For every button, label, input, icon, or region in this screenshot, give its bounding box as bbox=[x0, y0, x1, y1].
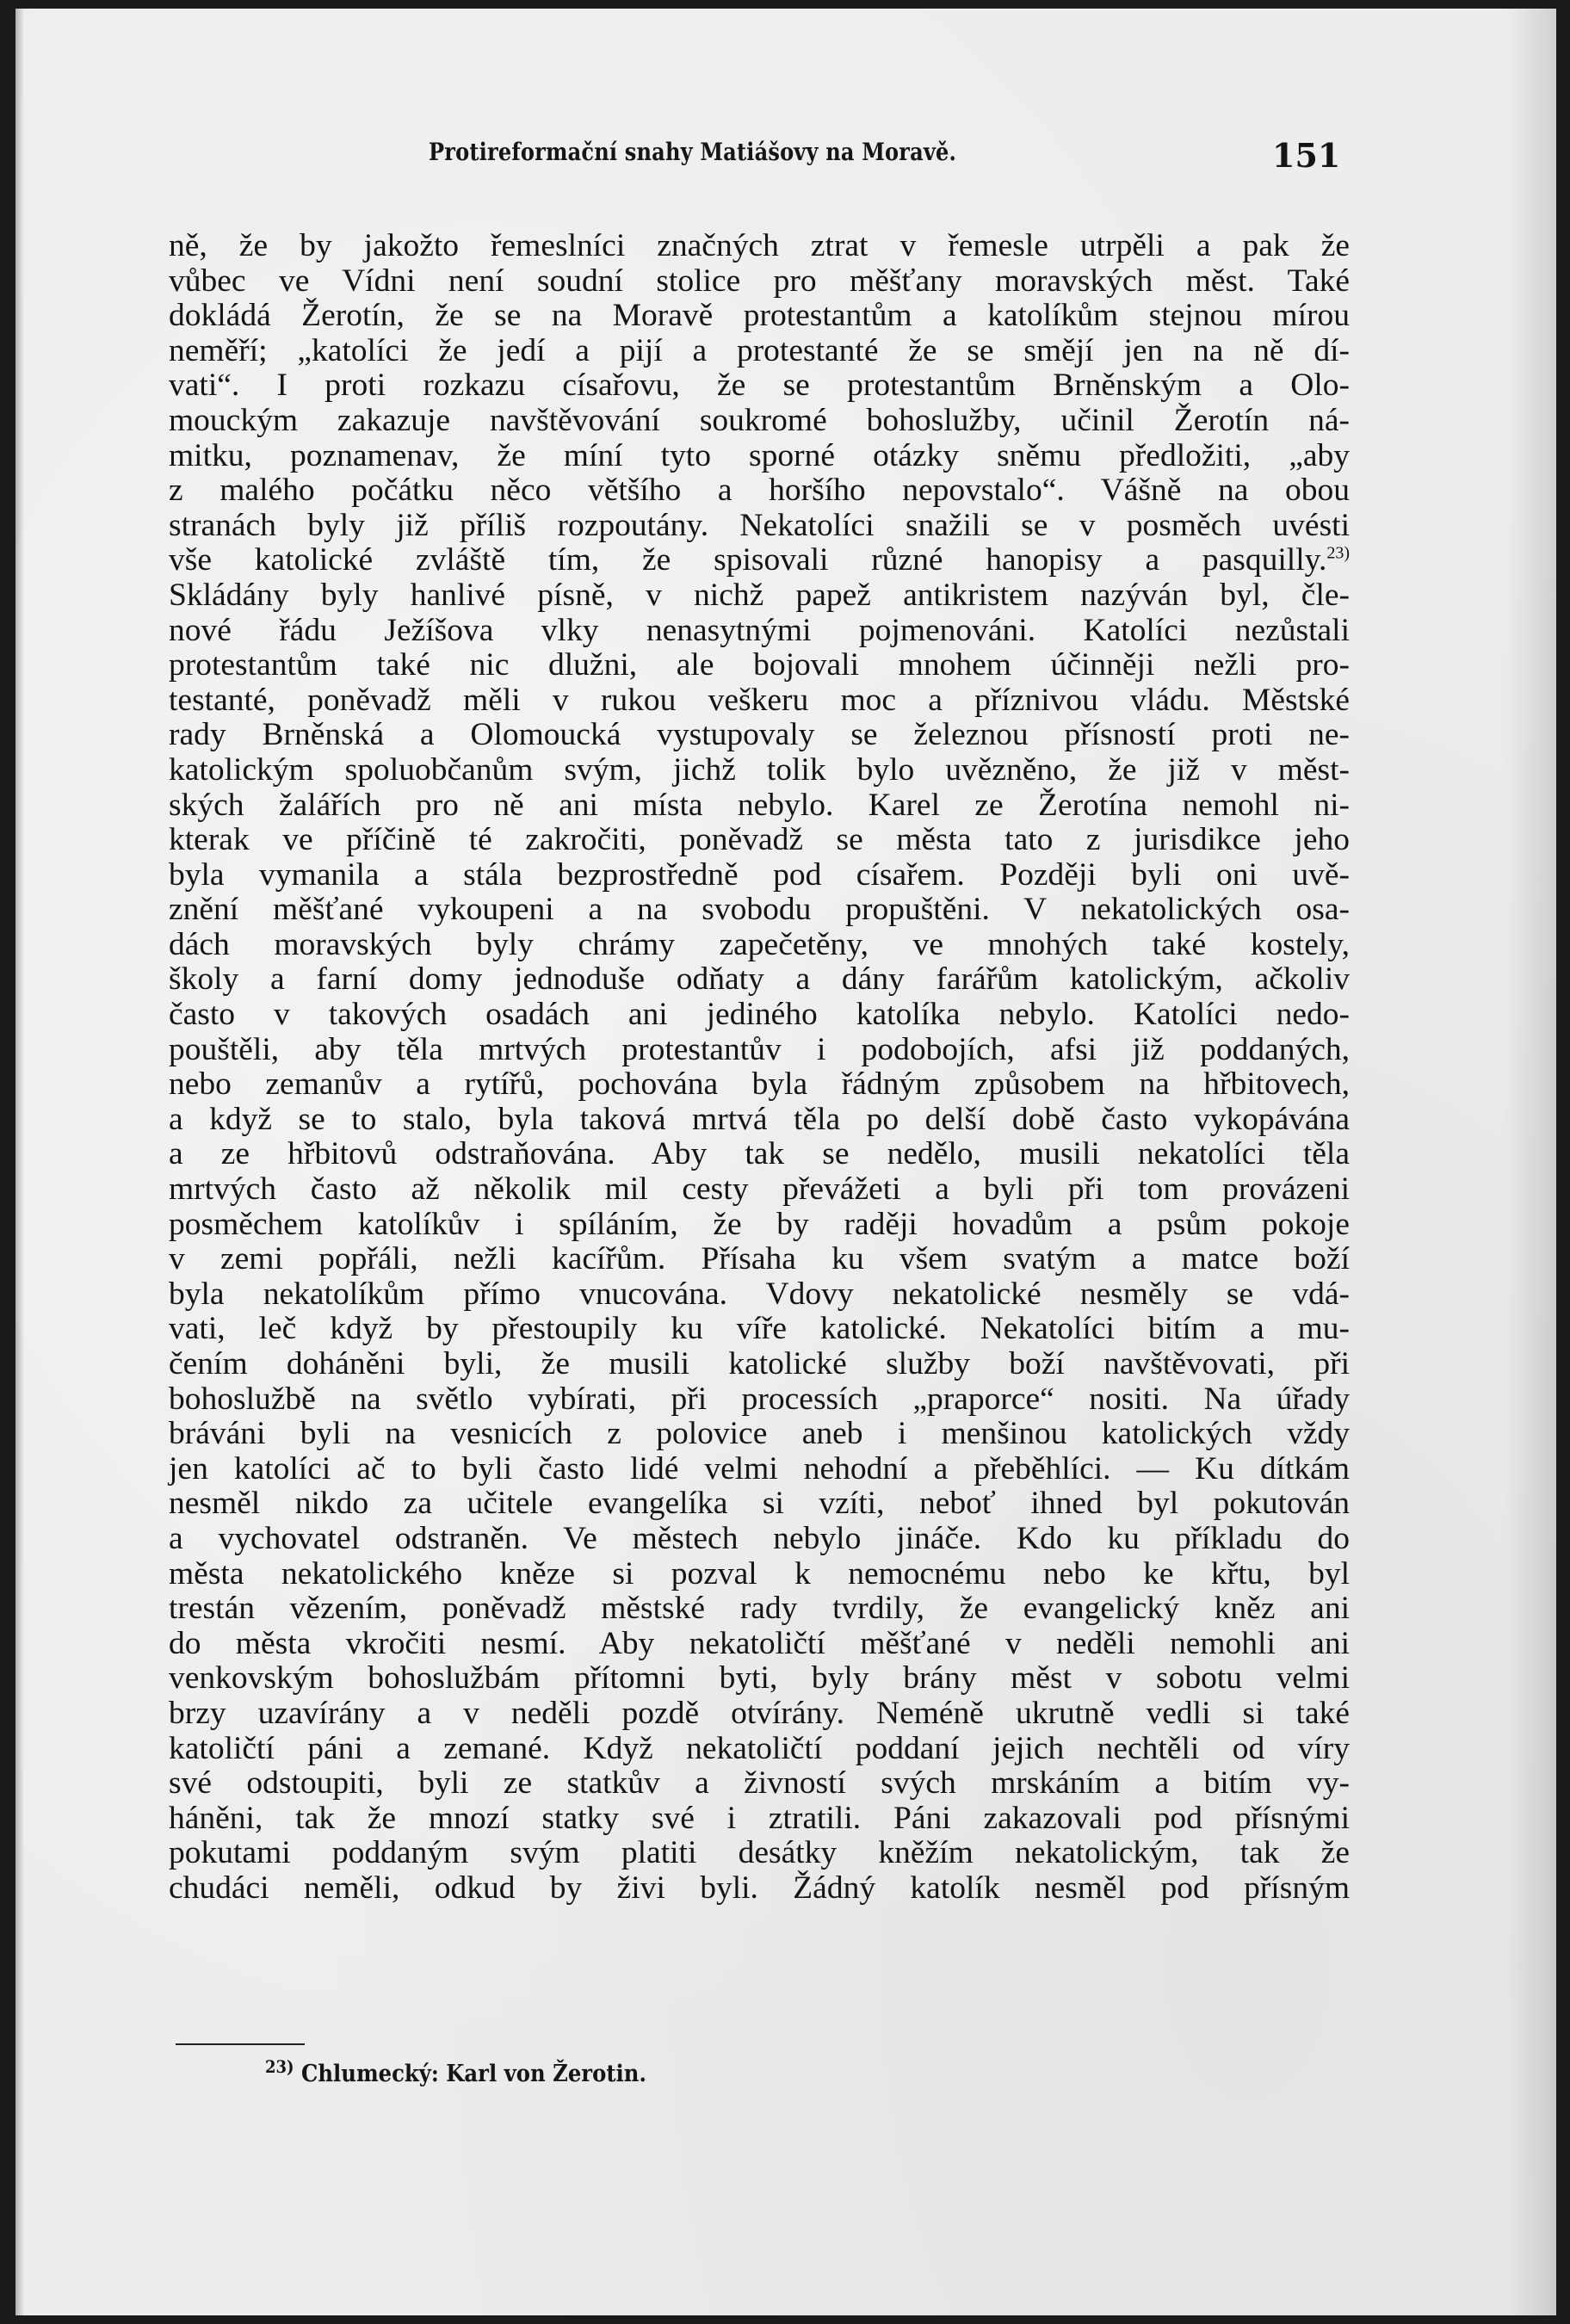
text-line-22: školy a farní domy jednoduše odňaty a dány farářům katolickým, ačkoliv bbox=[169, 961, 1350, 998]
text-line-12: nové řádu Ježíšova vlky nenasytnými pojmenováni. Katolíci nezůstali bbox=[169, 612, 1350, 648]
text-line-23: často v takových osadách ani jediného katolíka nebylo. Katolíci nedo- bbox=[169, 997, 1350, 1033]
text-line-27: a ze hřbitovů odstraňována. Aby tak se nedělo, musili nekatolíci těla bbox=[169, 1136, 1350, 1172]
text-line-11: Skládány byly hanlivé písně, v nichž papež antikristem nazýván byl, čle- bbox=[169, 577, 1350, 613]
text-line-39: města nekatolického kněze si pozval k nemocnému nebo ke křtu, byl bbox=[169, 1555, 1350, 1592]
text-line-31: byla nekatolíkům přímo vnucována. Vdovy nekatolické nesměly se vdá- bbox=[169, 1276, 1350, 1312]
text-line-18: kterak ve příčině té zakročiti, poněvadž se města tato z jurisdikce jeho bbox=[169, 822, 1350, 858]
text-line-48: chudáci neměli, odkud by živi byli. Žádný katolík nesměl pod přísným bbox=[169, 1870, 1350, 1906]
text-line-25: nebo zemanův a rytířů, pochována byla řádným způsobem na hřbitovech, bbox=[169, 1066, 1350, 1103]
text-line-36: jen katolíci ač to byli často lidé velmi nehodní a přeběhlíci. — Ku dítkám bbox=[169, 1450, 1350, 1486]
text-line-26: a když se to stalo, byla taková mrtvá těla po delší době často vykopávána bbox=[169, 1101, 1350, 1137]
footnote-text: Chlumecký: Karl von Žerotin. bbox=[301, 2061, 646, 2087]
book-page bbox=[15, 9, 1556, 2315]
text-line-44: katoličtí páni a zemané. Když nekatoličtí poddaní jejich nechtěli od víry bbox=[169, 1730, 1350, 1766]
text-line-1: ně, že by jakožto řemeslníci značných ztrat v řemesle utrpěli a pak že bbox=[169, 228, 1350, 263]
page-right-edge-shadow bbox=[1505, 9, 1556, 2315]
text-line-43: brzy uzavírány a v neděli pozdě otvírány. Neméně ukrutně vedli si také bbox=[169, 1695, 1350, 1731]
text-line-20: znění měšťané vykoupeni a na svobodu propuštěni. V nekatolických osa- bbox=[169, 892, 1350, 928]
text-line-38: a vychovatel odstraněn. Ve městech nebylo jináče. Kdo ku příkladu do bbox=[169, 1520, 1350, 1556]
text-line-24: pouštěli, aby těla mrtvých protestantův i podobojích, afsi již poddaných, bbox=[169, 1031, 1350, 1067]
text-line-30: v zemi popřáli, nežli kacířům. Přísaha ku všem svatým a matce boží bbox=[169, 1241, 1350, 1277]
text-line-41: do města vkročiti nesmí. Aby nekatoličtí měšťané v neděli nemohli ani bbox=[169, 1625, 1350, 1661]
text-line-6: mouckým zakazuje navštěvování soukromé bohoslužby, učinil Žerotín ná- bbox=[169, 402, 1350, 438]
text-line-28: mrtvých často až několik mil cesty převážeti a byli při tom provázeni bbox=[169, 1171, 1350, 1208]
text-line-9: stranách byly již příliš rozpoutány. Nekatolíci snažili se v posměch uvésti bbox=[169, 507, 1350, 543]
text-line-40: trestán vězením, poněvadž městské rady tvrdily, že evangelický kněz ani bbox=[169, 1591, 1350, 1627]
text-line-10-content: vše katolické zvláště tím, že spisovali různé hanopisy a pasquilly. bbox=[169, 542, 1327, 578]
text-line-21: dách moravských byly chrámy zapečetěny, ve mnohých také kostely, bbox=[169, 926, 1350, 962]
text-line-3: dokládá Žerotín, že se na Moravě protestantům a katolíkům stejnou mírou bbox=[169, 298, 1350, 334]
running-head: Protireformační snahy Matiášovy na Moravě. bbox=[429, 138, 957, 166]
footnote bbox=[265, 2056, 646, 2087]
text-line-17: ských žalářích pro ně ani místa nebylo. Karel ze Žerotína nemohl ni- bbox=[169, 787, 1350, 823]
body-text bbox=[169, 229, 1350, 1907]
text-line-32: vati, leč když by přestoupily ku víře katolické. Nekatolíci bitím a mu- bbox=[169, 1311, 1350, 1347]
text-line-34: bohoslužbě na světlo vybírati, při processích „praporce“ nositi. Na úřady bbox=[169, 1381, 1350, 1417]
text-line-45: své odstoupiti, byli ze statkův a živností svých mrskáním a bitím vy- bbox=[169, 1765, 1350, 1802]
page-left-edge-shadow bbox=[15, 9, 24, 2315]
text-line-5: vati“. I proti rozkazu císařovu, že se protestantům Brněnským a Olo- bbox=[169, 368, 1350, 404]
text-line-13: protestantům také nic dlužni, ale bojovali mnohem účinněji nežli pro- bbox=[169, 647, 1350, 683]
text-line-46: háněni, tak že mnozí statky své i ztratili. Páni zakazovali pod přísnými bbox=[169, 1800, 1350, 1836]
text-line-47: pokutami poddaným svým platiti desátky kněžím nekatolickým, tak že bbox=[169, 1835, 1350, 1871]
text-line-33: čením doháněni byli, že musili katolické služby boží navštěvovati, při bbox=[169, 1346, 1350, 1381]
text-line-42: venkovským bohoslužbám přítomni byti, byly brány měst v sobotu velmi bbox=[169, 1660, 1350, 1697]
text-line-10 bbox=[169, 543, 1350, 578]
text-line-2: vůbec ve Vídni není soudní stolice pro měšťany moravských měst. Také bbox=[169, 263, 1350, 299]
footnote-marker: 23) bbox=[265, 2056, 294, 2077]
page-number: 151 bbox=[1272, 136, 1341, 175]
text-line-8: z malého počátku něco většího a horšího nepovstalo“. Vášně na obou bbox=[169, 473, 1350, 509]
text-line-29: posměchem katolíkův i spíláním, že by raději hovadům a psům pokoje bbox=[169, 1206, 1350, 1242]
text-line-4: neměří; „katolíci že jedí a pijí a protestanté že se smějí jen na ně dí- bbox=[169, 332, 1350, 368]
text-line-35: bráváni byli na vesnicích z polovice aneb i menšinou katolických vždy bbox=[169, 1416, 1350, 1452]
text-line-37: nesměl nikdo za učitele evangelíka si vzíti, neboť ihned byl pokutován bbox=[169, 1486, 1350, 1522]
text-line-19: byla vymanila a stála bezprostředně pod císařem. Později byli oni uvě- bbox=[169, 856, 1350, 893]
footnote-reference: 23) bbox=[1326, 543, 1350, 563]
text-line-14: testanté, poněvadž měli v rukou veškeru moc a příznivou vládu. Městské bbox=[169, 682, 1350, 718]
footnote-separator bbox=[176, 2043, 305, 2045]
text-line-15: rady Brněnská a Olomoucká vystupovaly se železnou přísností proti ne- bbox=[169, 717, 1350, 753]
text-line-7: mitku, poznamenav, že míní tyto sporné otázky sněmu předložiti, „aby bbox=[169, 437, 1350, 473]
text-line-16: katolickým spoluobčanům svým, jichž tolik bylo uvězněno, že již v měst- bbox=[169, 751, 1350, 788]
